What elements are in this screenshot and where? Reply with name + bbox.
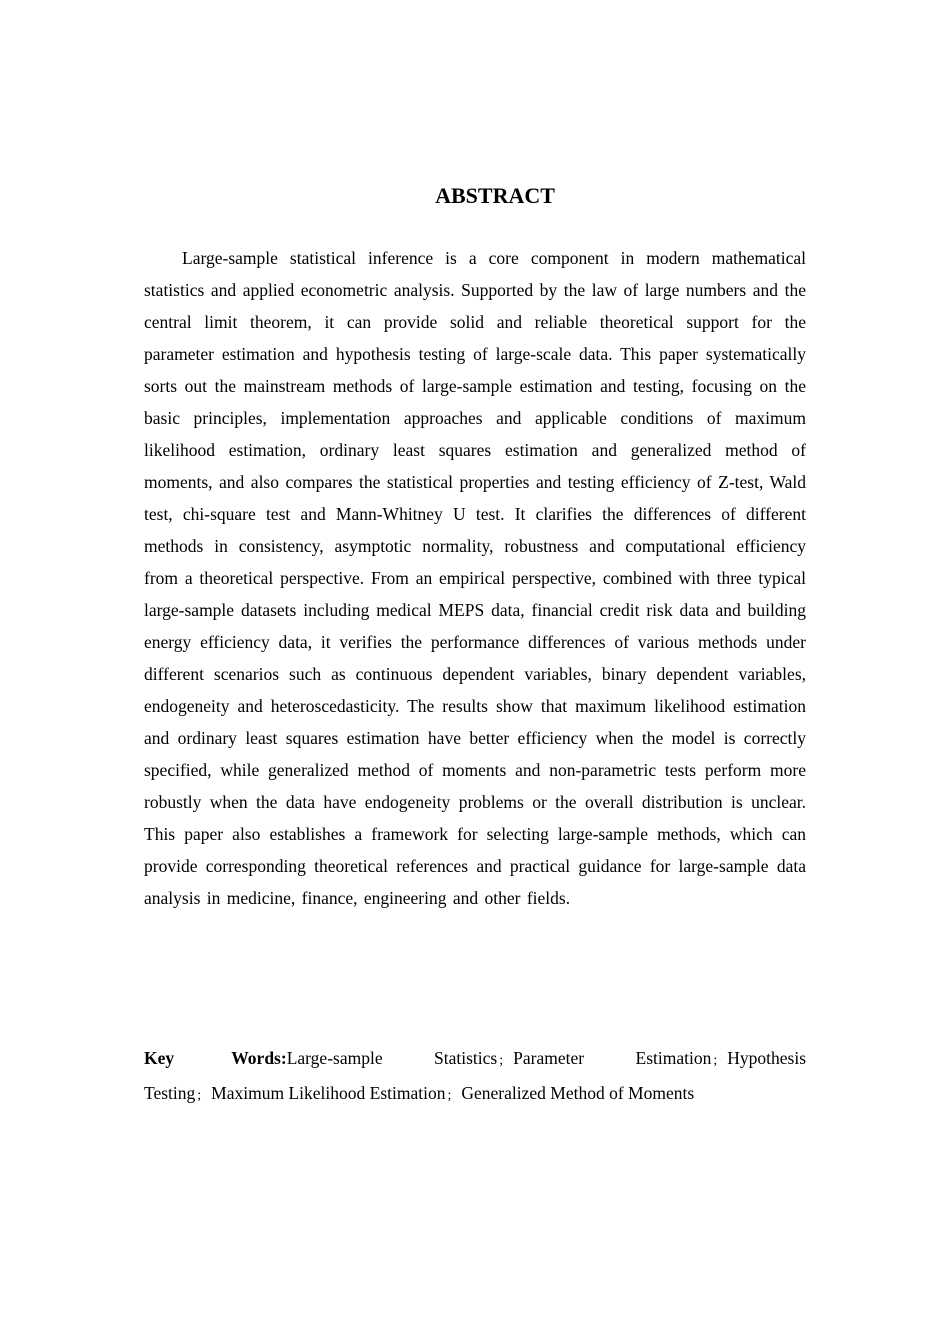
keyword-item: Generalized Method of Moments — [461, 1083, 695, 1103]
abstract-title: ABSTRACT — [435, 183, 555, 208]
keyword-item: Parameter Estimation — [513, 1048, 712, 1068]
keyword-item: Large-sample Statistics — [286, 1048, 498, 1068]
keyword-separator: ; — [499, 1053, 504, 1068]
keyword-separator: ; — [197, 1088, 202, 1103]
keywords-line — [144, 1042, 806, 1112]
abstract-body: Large-sample statistical inference is a core component in modern mathematical statistics and applied econometric analysis. Supported by the law of large numbers and the central limit theorem, it can provide solid and reliable theoretical support for the parameter estimation and hypothesis testing of large-scale data. This paper systematically sorts out the mainstream methods of large-sample estimation and testing, focusing on the basic principles, implementation approaches and applicable conditions of maximum likelihood estimation, ordinary least squares estimation and generalized method of moments, and also compares the statistical properties and testing efficiency of Z-test, Wald test, chi-square test and Mann-Whitney U test. It clarifies the differences of different methods in consistency, asymptotic normality, robustness and computational efficiency from a theoretical perspective. From an empirical perspective, combined with three typical large-sample datasets including medical MEPS data, financial credit risk data and building energy efficiency data, it verifies the performance differences of various methods under different scenarios such as continuous dependent variables, binary dependent variables, endogeneity and heteroscedasticity. The results show that maximum likelihood estimation and ordinary least squares estimation have better efficiency when the model is correctly specified, while generalized method of moments and non-parametric tests perform more robustly when the data have endogeneity problems or the overall distribution is unclear. This paper also establishes a framework for selecting large-sample methods, which can provide corresponding theoretical references and practical guidance for large-sample data analysis in medicine, finance, engineering and other fields. — [144, 248, 806, 908]
keyword-item: Maximum Likelihood Estimation — [211, 1083, 446, 1103]
keyword-separator: ; — [713, 1053, 718, 1068]
keyword-item: Hypothesis Testing — [144, 1048, 806, 1103]
keyword-separator: ; — [447, 1088, 452, 1103]
keywords-label: Key Words: — [144, 1048, 287, 1068]
